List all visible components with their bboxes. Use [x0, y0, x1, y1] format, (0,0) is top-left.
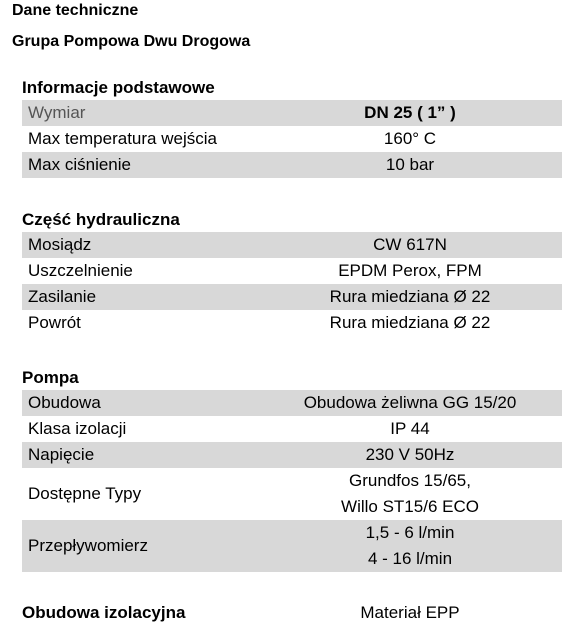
row-label: Powrót	[28, 313, 81, 332]
section-header: Obudowa izolacyjna	[22, 603, 186, 622]
section-czesc-hydrauliczna	[22, 208, 562, 336]
row-label: Przepływomierz	[28, 536, 148, 555]
table-row	[22, 416, 562, 442]
row-value: Obudowa żeliwna GG 15/20	[303, 393, 517, 412]
row-value-line: 4 - 16 l/min	[367, 549, 453, 568]
row-value: 230 V 50Hz	[365, 445, 455, 464]
table-row	[22, 232, 562, 258]
row-label: Max ciśnienie	[28, 155, 131, 174]
section-informacje-podstawowe	[22, 76, 562, 178]
row-value: CW 617N	[373, 235, 447, 254]
table-row	[22, 520, 562, 572]
row-label: Wymiar	[28, 103, 86, 122]
row-value: DN 25 ( 1” )	[364, 103, 456, 122]
table-row	[22, 442, 562, 468]
row-value-line: Willo ST15/6 ECO	[341, 497, 479, 516]
section-header: Informacje podstawowe	[22, 78, 215, 97]
doc-title: Dane techniczne	[12, 2, 139, 19]
table-row	[22, 310, 562, 336]
row-label: Dostępne Typy	[28, 484, 142, 503]
row-value	[258, 468, 562, 520]
row-value: Rura miedziana Ø 22	[329, 287, 491, 306]
row-value	[258, 520, 562, 572]
section-obudowa-izolacyjna	[22, 600, 562, 626]
row-value: 10 bar	[385, 155, 435, 174]
row-label: Mosiądz	[28, 235, 92, 254]
section-pompa	[22, 366, 562, 572]
section-header: Część hydrauliczna	[22, 210, 180, 229]
table-row	[22, 100, 562, 126]
row-label: Zasilanie	[28, 287, 97, 306]
row-label: Obudowa	[28, 393, 101, 412]
row-value: EPDM Perox, FPM	[338, 261, 482, 280]
table-row	[22, 468, 562, 520]
table-row	[22, 258, 562, 284]
row-value: Materiał EPP	[360, 603, 460, 622]
table-row	[22, 390, 562, 416]
row-value: IP 44	[390, 419, 430, 438]
doc-subtitle: Grupa Pompowa Dwu Drogowa	[12, 33, 251, 50]
row-label: Uszczelnienie	[28, 261, 133, 280]
section-header: Pompa	[22, 368, 79, 387]
row-label: Napięcie	[28, 445, 95, 464]
row-label: Max temperatura wejścia	[28, 129, 217, 148]
row-value-line: Grundfos 15/65,	[349, 471, 471, 490]
row-value: 160° C	[383, 129, 437, 148]
table-row	[22, 152, 562, 178]
table-row	[22, 126, 562, 152]
row-value-line: 1,5 - 6 l/min	[365, 523, 455, 542]
row-label: Klasa izolacji	[28, 419, 127, 438]
table-row	[22, 284, 562, 310]
row-value: Rura miedziana Ø 22	[329, 313, 491, 332]
